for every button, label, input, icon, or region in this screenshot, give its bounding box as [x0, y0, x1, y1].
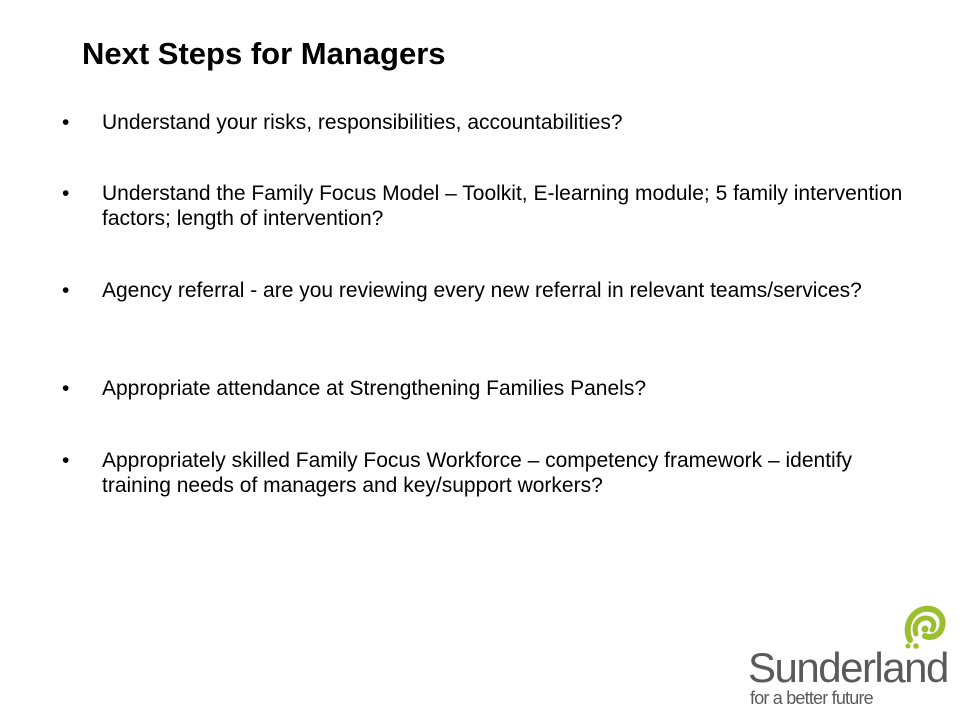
bullet-text: Agency referral - are you reviewing every new referral in relevant teams/services? — [102, 279, 862, 302]
bullet-item — [62, 448, 922, 498]
bullet-icon: • — [62, 279, 70, 302]
bullet-icon: • — [62, 182, 70, 205]
bullet-text: Understand your risks, responsibilities, accountabilities? — [102, 111, 623, 134]
sunderland-logo — [748, 602, 948, 708]
bullet-icon: • — [62, 449, 70, 472]
green-swirl-logo-icon — [900, 602, 948, 650]
slide-title: Next Steps for Managers — [82, 36, 446, 71]
bullet-text: Understand the Family Focus Model – Toolkit, E-learning module; 5 family intervention factors; length of intervention? — [102, 182, 903, 230]
bullet-item — [62, 181, 922, 231]
bullet-item — [62, 278, 922, 303]
bullet-item — [62, 110, 922, 135]
bullet-text: Appropriate attendance at Strengthening Families Panels? — [102, 377, 647, 400]
logo-tagline: for a better future — [750, 688, 873, 708]
bullet-icon: • — [62, 111, 70, 134]
bullet-item — [62, 376, 922, 401]
bullet-icon: • — [62, 377, 70, 400]
logo-wordmark: Sunderland — [748, 644, 948, 691]
bullet-text: Appropriately skilled Family Focus Workforce – competency framework – identify training needs of managers and key/support workers? — [102, 449, 853, 497]
